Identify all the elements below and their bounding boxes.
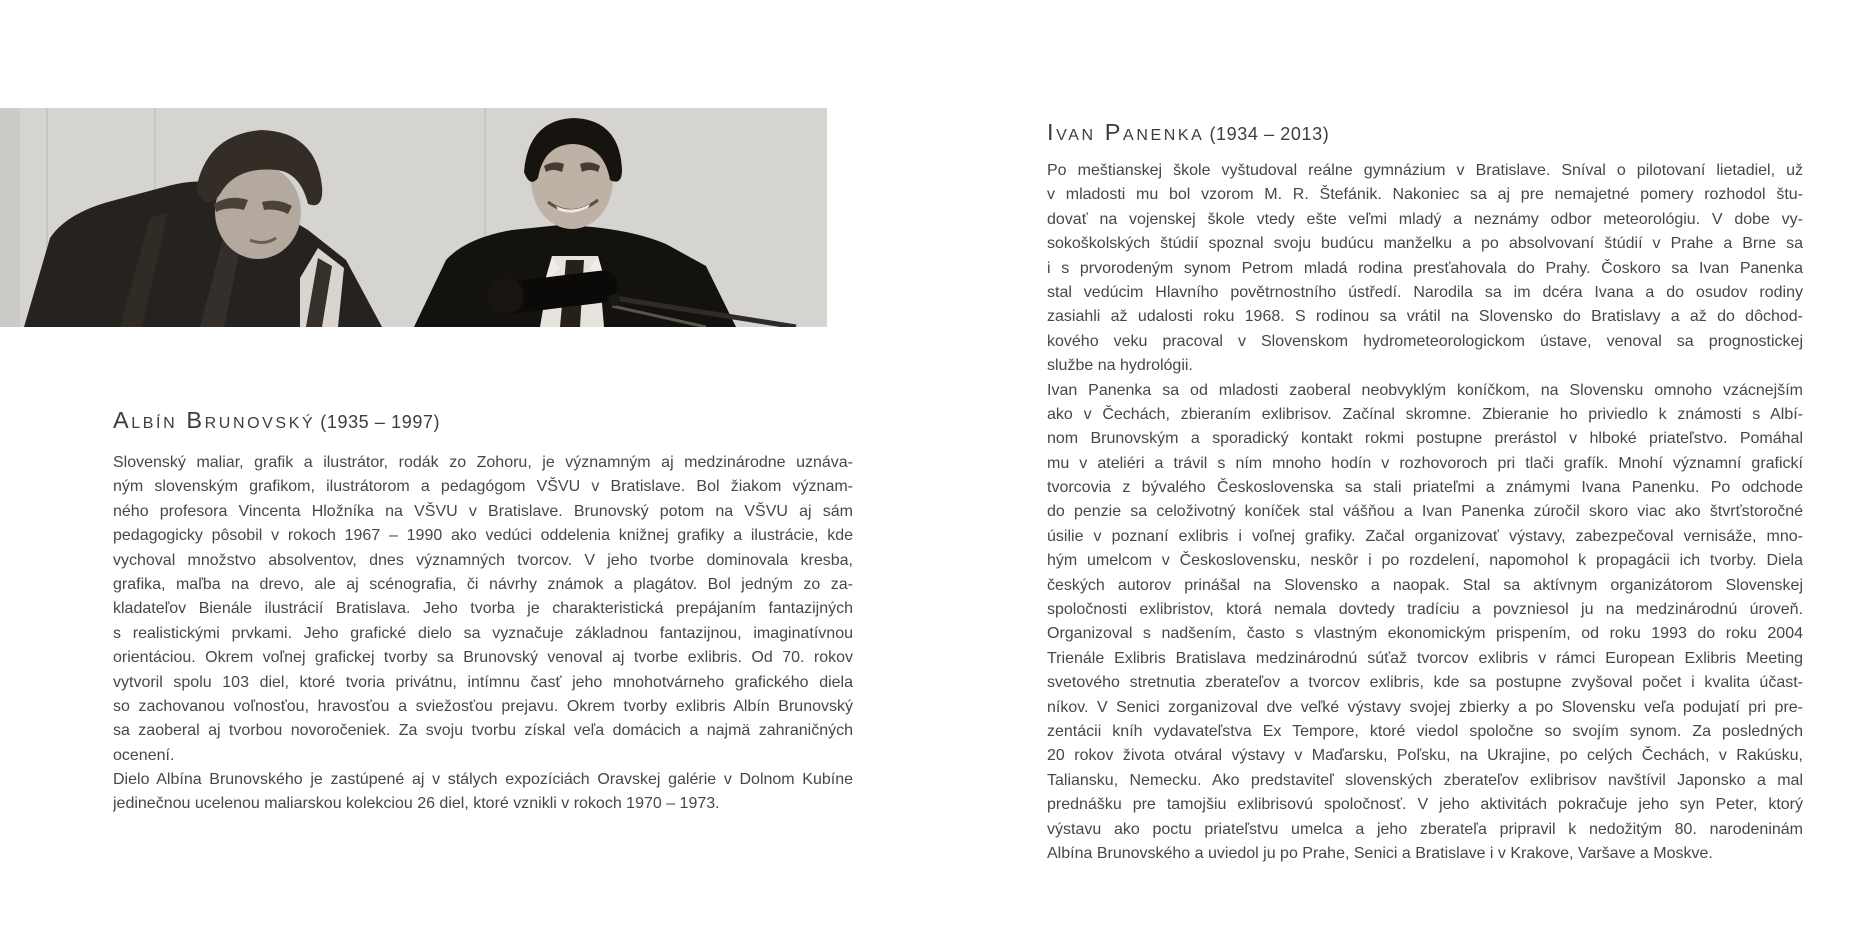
- text-line: ným slovenským grafikom, ilustrátorom a pedagógom VŠVU v Bratislave. Bol žiakom význam-: [113, 478, 853, 496]
- left-page-title: [113, 407, 440, 434]
- photo-two-men: [0, 108, 827, 327]
- text-line: do penzie sa celoživotný koníček stal vášňou a Ivan Panenka zúročil skoro viac ako štvrťstoročné: [1047, 503, 1803, 521]
- text-line: v mladosti mu bol vzorom M. R. Štefánik. Nakoniec sa aj pre nemajetné pomery rozhodol štu-: [1047, 186, 1803, 204]
- text-line: zentácii kníh vydavateľstva Ex Tempore, ktoré viedol spoločne so svojím synom. Za posledných: [1047, 722, 1803, 740]
- text-line: úsilie v poznaní exlibris i voľnej grafiky. Začal organizovať výstavy, zabezpečoval vernisáže, mno-: [1047, 527, 1803, 545]
- text-line: Albína Brunovského a uviedol ju po Prahe, Senici a Bratislave i v Krakove, Varšave a Moskve.: [1047, 844, 1713, 862]
- photo-illustration: [0, 108, 827, 327]
- text-line: dovať na vojenskej škole vtedy ešte veľmi mladý a neznámy odbor meteorológiu. V dobe vy-: [1047, 210, 1803, 228]
- text-line: 20 rokov života otváral výstavy v Maďarsku, Poľsku, na Ukrajine, po celých Čechách, v Rakúsku,: [1047, 747, 1803, 765]
- text-line: kladateľov Bienále ilustrácií Bratislava. Jeho tvorba je charakteristická prepájaním fantazijných: [113, 600, 853, 618]
- text-line: Po meštianskej škole vyštudoval reálne gymnázium v Bratislave. Sníval o pilotovaní lietadiel, už: [1047, 162, 1803, 179]
- text-line: službe na hydrológii.: [1047, 357, 1193, 375]
- text-line: Ivan Panenka sa od mladosti zaoberal neobvyklým koníčkom, na Slovensku omnoho vzácnejším: [1047, 381, 1803, 399]
- text-line: Organizoval s nadšením, často s vlastným ekonomickým prispením, od roku 1993 do roku 2004: [1047, 625, 1803, 643]
- text-line: sokoškolských štúdií spoznal svoju budúcu manželku a po absolvovaní štúdií v Prahe a Brne sa: [1047, 235, 1803, 253]
- text-line: s realistickými prvkami. Jeho grafické dielo sa vyznačuje základnou fantazijnou, imaginatívnou: [113, 624, 853, 642]
- left-page-body: [113, 451, 853, 817]
- text-line: kového veku pracoval v Slovenskom hydrometeorologickom ústave, venoval sa prognostickej: [1047, 332, 1803, 350]
- text-line: mu v ateliéri a trávil s ním mnoho hodín v rozhovoroch pri tlači grafík. Mnohí významní grafickí: [1047, 454, 1803, 472]
- text-line: Slovenský maliar, grafik a ilustrátor, rodák zo Zohoru, je významným aj medzinárodne uznáva-: [113, 454, 853, 471]
- text-line: pedagogicky pôsobil v rokoch 1967 – 1990 ako vedúci oddelenia knižnej grafiky a ilustrácie, kde: [113, 527, 853, 545]
- photo-wall-shade: [0, 108, 20, 327]
- text-line: orientáciou. Okrem voľnej grafickej tvorby sa Brunovský venoval aj tvorbe exlibris. Od 70. rokov: [113, 649, 853, 667]
- text-line: spoločnosti exlibristov, ktorá nemala dovtedy tradíciu a povzniesol ju na medzinárodnú úroveň.: [1047, 601, 1803, 619]
- text-line: nom Brunovským a sporadický kontakt rokmi postupne prerástol v hlboké priateľstvo. Pomáhal: [1047, 430, 1803, 448]
- text-line: vychoval množstvo absolventov, dnes významných tvorcov. V jeho tvorbe dominovala kresba,: [113, 551, 853, 569]
- text-line: ako v Čechách, zbieraním exlibrisov. Začínal skromne. Zbieranie ho priviedlo k známosti s Albí-: [1047, 405, 1803, 423]
- text-line: níkov. V Senici zorganizoval dve veľké výstavy svojej zbierky a po Slovensku veľa podujatí pri pre-: [1047, 698, 1803, 716]
- text-line: zasiahli až udalosti roku 1968. S rodinou sa vrátil na Slovensko do Bratislavy a až do dôchod-: [1047, 308, 1803, 326]
- right-page-title: [1047, 119, 1329, 146]
- text-line: výstavu ako poctu priateľstvu umelca a jeho zberateľa pripravil k nedožitým 80. narodeninám: [1047, 820, 1803, 838]
- text-line: vytvoril spolu 103 diel, ktoré tvoria privátnu, intímnu časť jeho mnohotvárneho grafického diela: [113, 673, 853, 691]
- text-line: prednášku pre tamojšiu exlibrisovú spoločnosť. V jeho aktivitách pokračuje jeho syn Peter, ktorý: [1047, 796, 1803, 814]
- text-line: stal vedúcim Hlavního povětrnostního ústředí. Narodila sa im dcéra Ivana a do osudov rodiny: [1047, 283, 1803, 301]
- text-line: tvorcovia z bývalého Československa sa stali priateľmi a známymi Ivana Panenku. Po odchode: [1047, 479, 1803, 497]
- text-line: Dielo Albína Brunovského je zastúpené aj v stálych expozíciách Oravskej galérie v Dolnom Kubíne: [113, 771, 853, 789]
- text-line: ného profesora Vincenta Hložníka na VŠVU v Bratislave. Brunovský potom na VŠVU aj sám: [113, 502, 853, 520]
- text-line: ocenení.: [113, 746, 175, 764]
- text-line: Taliansku, Nemecku. Ako predstaviteľ slovenských zberateľov exlibrisov navštívil Japonsko a mal: [1047, 771, 1803, 789]
- artist-years-right: (1934 – 2013): [1209, 124, 1330, 144]
- text-line: českých autorov prinášal na Slovensko a naopak. Stal sa aktívnym organizátorom Slovenskej: [1047, 576, 1803, 594]
- right-page-body: [1047, 159, 1803, 866]
- text-line: svetového stretnutia zberateľov a tvorcov exlibris, kde sa postupne zvyšoval počet i kvalita účast-: [1047, 674, 1803, 692]
- text-line: i s prvorodeným synom Petrom mladá rodina presťahovala do Prahy. Čoskoro sa Ivan Panenka: [1047, 259, 1803, 277]
- text-line: jedinečnou ucelenou maliarskou kolekciou 26 diel, ktoré vznikli v rokoch 1970 – 1973.: [113, 795, 720, 813]
- text-line: Trienále Exlibris Bratislava medzinárodnú súťaž tvorcov exlibris v rámci European Exlibris Meeting: [1047, 649, 1803, 667]
- text-line: so zachovanou voľnosťou, hravosťou a sviežosťou prejavu. Okrem tvorby exlibris Albín Brunovský: [113, 697, 853, 715]
- text-line: hým umelcom v Československu, neskôr i po rozdelení, napomohol k propagácii ich tvorby. Diela: [1047, 552, 1803, 570]
- artist-name-left: Albín Brunovský: [113, 407, 316, 433]
- text-line: sa zaoberal aj tvorbou novoročeniek. Za svoju tvorbu získal veľa domácich a najmä zahraničných: [113, 722, 853, 740]
- artist-name-right: Ivan Panenka: [1047, 119, 1205, 145]
- artist-years-left: (1935 – 1997): [320, 412, 441, 432]
- text-line: grafika, maľba na drevo, ale aj scénografia, či návrhy známok a plagátov. Bol jedným zo za-: [113, 575, 853, 593]
